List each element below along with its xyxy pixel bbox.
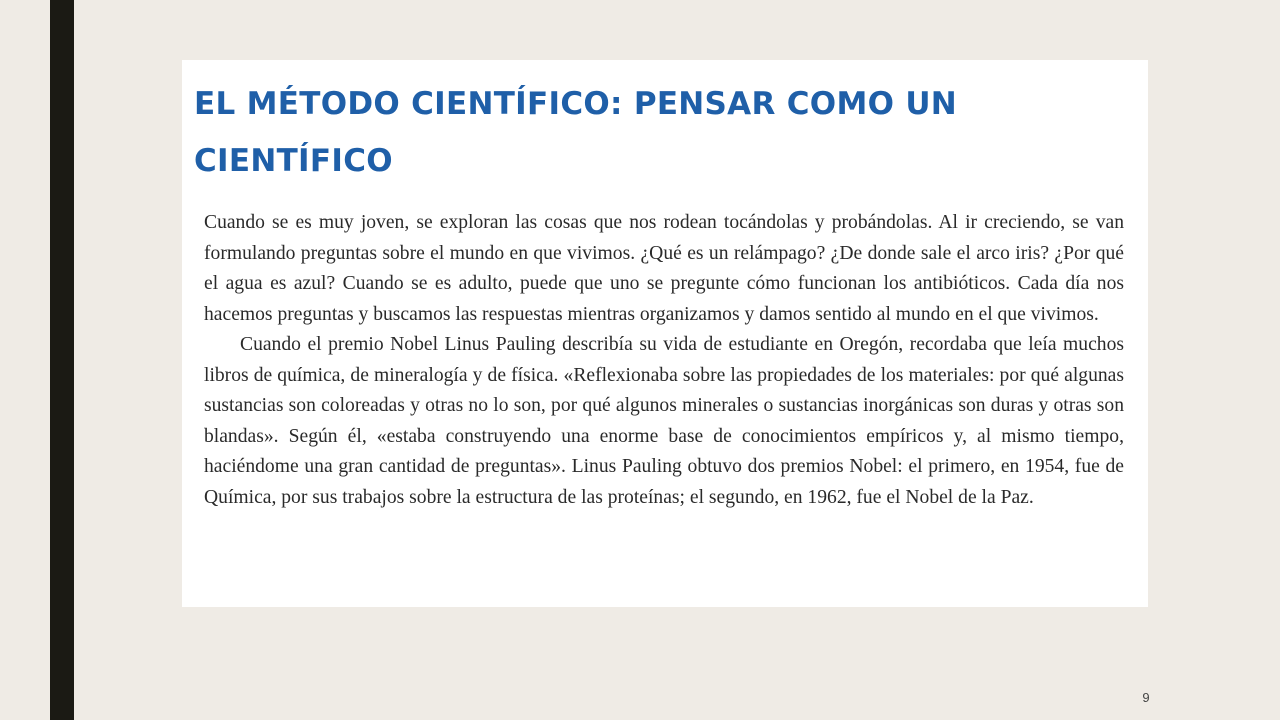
paragraph-1: Cuando se es muy joven, se exploran las cosas que nos rodean tocándolas y probándolas. Al ir creciendo, se van formulando preguntas sobre el mundo en que vivimos. ¿Qué es un relámpago? ¿De donde sale el arco iris? ¿Por qué el agua es azul? Cuando se es adulto, puede que uno se pregunte cómo funcionan los antibióticos. Cada día nos hacemos preguntas y buscamos las respuestas mientras organizamos y damos sentido al mundo en el que vivimos. bbox=[204, 212, 1124, 325]
excerpt-title: EL MÉTODO CIENTÍFICO: PENSAR COMO UN CIENTÍFICO bbox=[194, 86, 958, 179]
excerpt-body bbox=[194, 208, 1124, 513]
paragraph-2: Cuando el premio Nobel Linus Pauling describía su vida de estudiante en Oregón, recordaba que leía muchos libros de química, de mineralogía y de física. «Reflexionaba sobre las propiedades de los materiales: por qué algunas sustancias son coloreadas y otras no lo son, por qué algunos minerales o sustancias inorgánicas son duras y otras son blandas». Según él, «estaba construyendo una enorme base de conocimientos empíricos y, al mismo tiempo, haciéndome una gran cantidad de preguntas». Linus Pauling obtuvo dos premios Nobel: el primero, en 1954, fue de Química, por sus trabajos sobre la estructura de las proteínas; el segundo, en 1962, fue el Nobel de la Paz. bbox=[204, 334, 1124, 508]
slide-side-bar bbox=[50, 0, 74, 720]
page-number: 9 bbox=[1142, 690, 1150, 705]
textbook-excerpt bbox=[182, 60, 1148, 607]
